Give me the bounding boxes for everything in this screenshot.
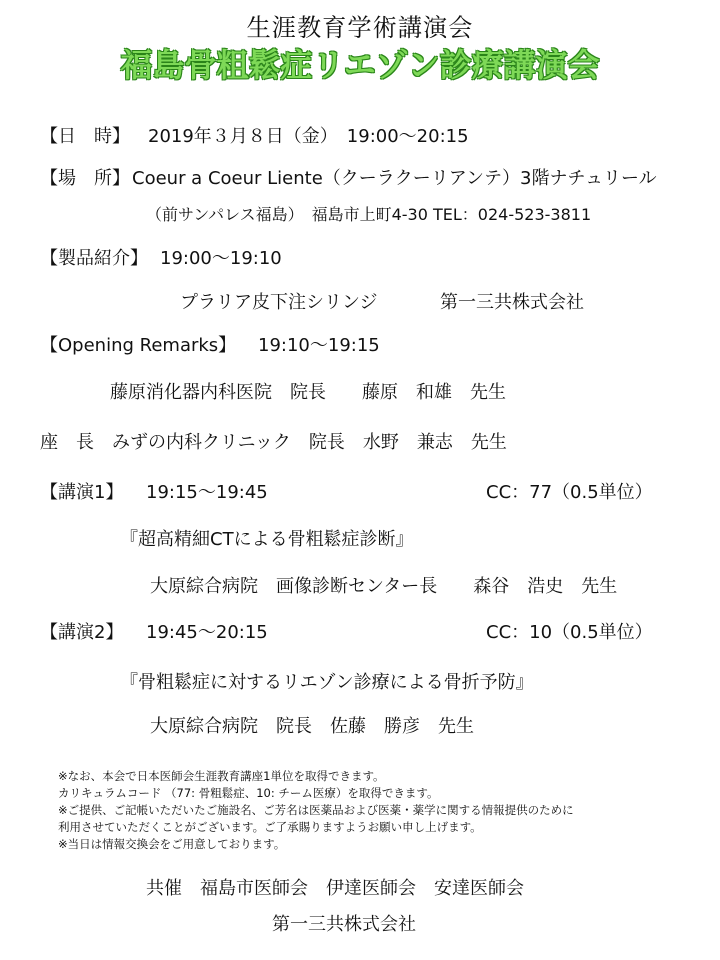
- product-name: プラリア皮下注シリンジ: [180, 292, 378, 313]
- datetime-label: 【日 時】: [40, 126, 130, 147]
- product-time: 19:00～19:10: [160, 248, 282, 269]
- note-line: ※なお、本会で日本医師会生涯教育講座1単位を取得できます。: [58, 769, 385, 783]
- datetime-value: 2019年３月８日（金） 19:00～20:15: [148, 126, 469, 147]
- lecture1-cc: CC：77（0.5単位）: [486, 482, 653, 503]
- lecture1-speaker: 大原綜合病院 画像診断センター長 森谷 浩史 先生: [150, 576, 618, 597]
- opening-label: 【Opening Remarks】: [40, 335, 237, 356]
- lecture1-title: 『超高精細CTによる骨粗鬆症診断』: [120, 529, 414, 550]
- event-subtitle: 生涯教育学術講演会: [246, 14, 474, 42]
- venue-label: 【場 所】: [40, 168, 130, 189]
- lecture2-label: 【講演2】: [40, 622, 124, 643]
- lecture1-label: 【講演1】: [40, 482, 124, 503]
- product-label: 【製品紹介】: [40, 248, 148, 269]
- note-line: ※当日は情報交換会をご用意しております。: [58, 837, 286, 851]
- lecture2-cc: CC：10（0.5単位）: [486, 622, 653, 643]
- lecture1-time: 19:15～19:45: [146, 482, 268, 503]
- venue-line1: Coeur a Coeur Liente（クーラクーリアンテ）3階ナチュリール: [132, 168, 657, 189]
- note-line: カリキュラムコード （77: 骨粗鬆症、10: チーム医療）を取得できます。: [58, 786, 439, 800]
- event-title: 福島骨粗鬆症リエゾン診療講演会: [120, 46, 600, 84]
- opening-speaker: 藤原消化器内科医院 院長 藤原 和雄 先生: [110, 382, 506, 403]
- opening-time: 19:10～19:15: [258, 335, 380, 356]
- chair-text: 座 長 みずの内科クリニック 院長 水野 兼志 先生: [40, 432, 507, 453]
- product-company: 第一三共株式会社: [440, 292, 584, 313]
- note-line: 利用させていただくことがございます。ご了承賜りますようお願い申し上げます。: [58, 820, 482, 834]
- lecture2-title: 『骨粗鬆症に対するリエゾン診療による骨折予防』: [120, 672, 534, 693]
- venue-line2: （前サンパレス福島） 福島市上町4-30 TEL：024-523-3811: [146, 205, 592, 224]
- organizers-company: 第一三共株式会社: [272, 914, 416, 935]
- organizers-line: 共催 福島市医師会 伊達医師会 安達医師会: [146, 878, 524, 899]
- lecture2-speaker: 大原綜合病院 院長 佐藤 勝彦 先生: [150, 716, 474, 737]
- lecture2-time: 19:45～20:15: [146, 622, 268, 643]
- note-line: ※ご提供、ご記帳いただいたご施設名、ご芳名は医薬品および医薬・薬学に関する情報提供のために: [58, 803, 574, 817]
